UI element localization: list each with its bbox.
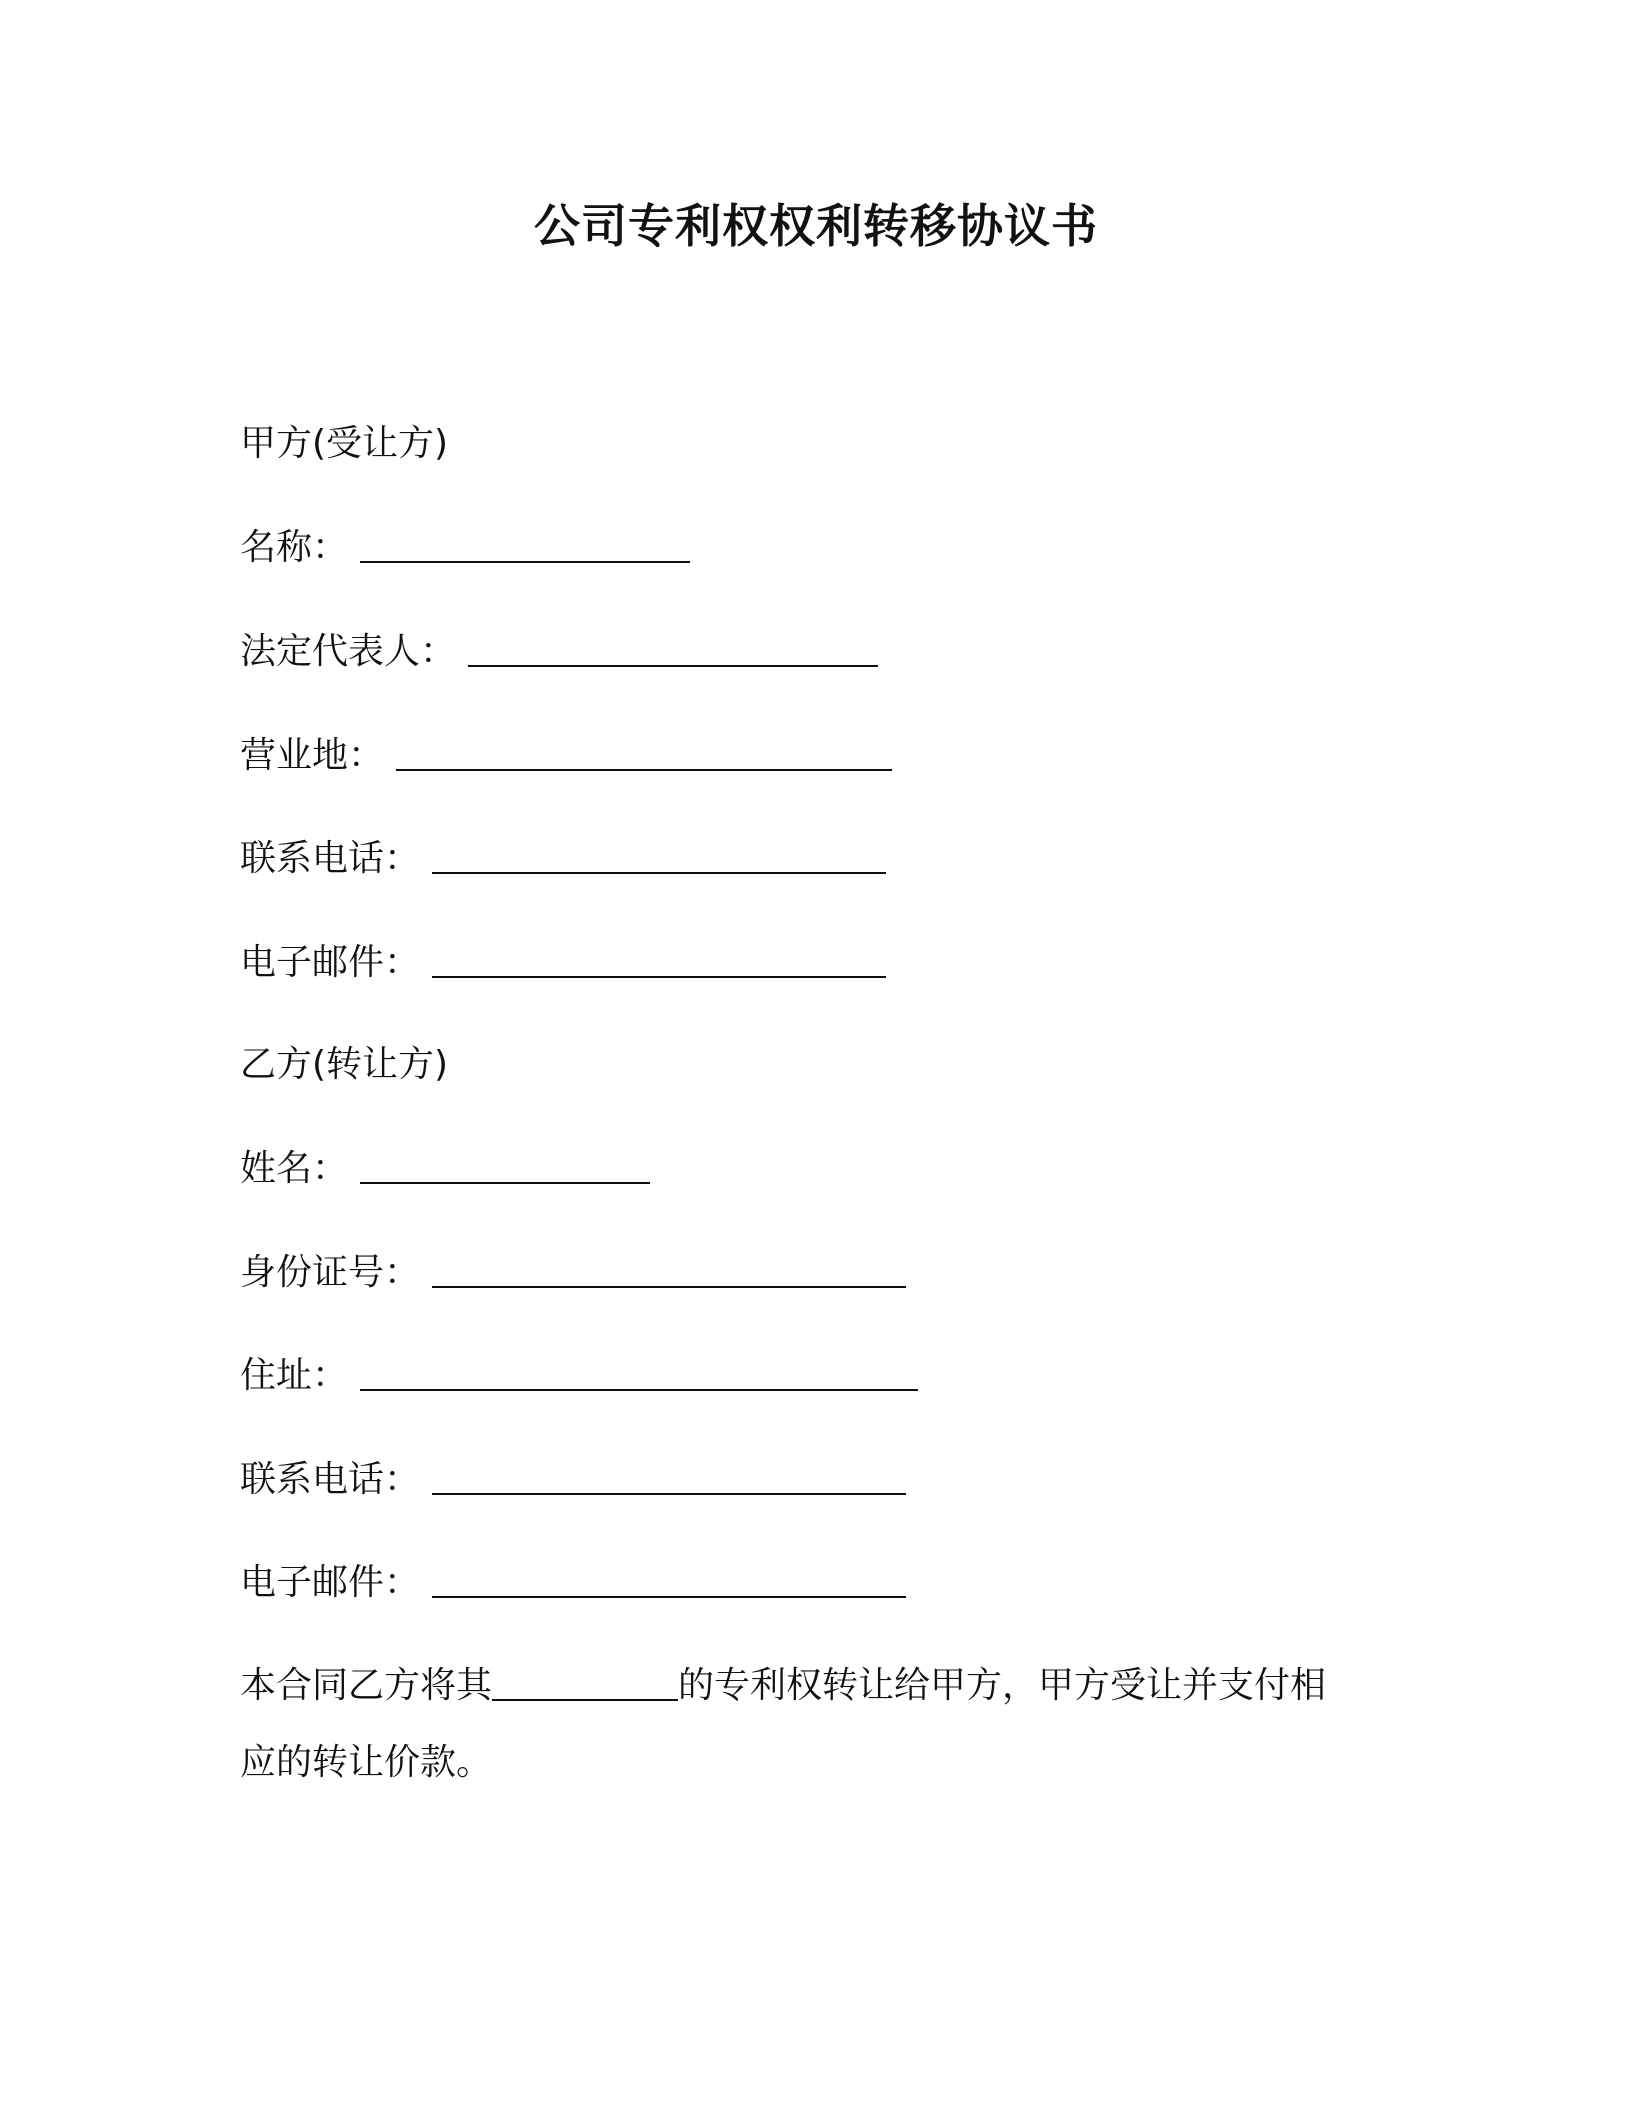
clause-text-after-blank: 的专利权转让给甲方，甲方受让并支付相: [678, 1665, 1327, 1706]
fill-in-blank[interactable]: [360, 1148, 650, 1184]
field-label: 营业地：: [240, 735, 385, 776]
fill-in-blank[interactable]: [360, 527, 690, 563]
clause-text-before-blank: 本合同乙方将其: [240, 1665, 493, 1706]
field-label: 联系电话：: [240, 1459, 421, 1500]
field-label: 电子邮件：: [240, 942, 421, 983]
fill-in-blank[interactable]: [432, 1459, 906, 1495]
fill-in-blank[interactable]: [432, 942, 886, 978]
party-b-address-field: [240, 1351, 918, 1400]
party-b-phone-field: [240, 1455, 906, 1504]
party-a-phone-field: [240, 834, 886, 883]
field-label: 姓名：: [240, 1148, 349, 1189]
patent-name-blank[interactable]: [492, 1665, 678, 1701]
transfer-clause-paragraph: [240, 1661, 1400, 1787]
party-b-name-field: [240, 1144, 650, 1193]
document-title: 公司专利权权利转移协议书: [534, 199, 1098, 253]
field-label: 住址：: [240, 1355, 349, 1396]
field-label: 身份证号：: [240, 1252, 421, 1293]
clause-line-2: 应的转让价款。: [240, 1742, 493, 1783]
field-label: 电子邮件：: [240, 1562, 421, 1603]
fill-in-blank[interactable]: [432, 838, 886, 874]
field-label: 法定代表人：: [240, 631, 457, 672]
party-a-business-address-field: [240, 731, 892, 780]
fill-in-blank[interactable]: [432, 1252, 906, 1288]
fill-in-blank[interactable]: [396, 735, 892, 771]
party-a-email-field: [240, 938, 886, 987]
party-b-id-number-field: [240, 1248, 906, 1297]
clause-line-1: [240, 1661, 1400, 1709]
field-label: 名称：: [240, 527, 349, 568]
party-a-name-field: [240, 523, 690, 572]
party-b-heading: 乙方(转让方): [240, 1044, 449, 1085]
party-b-email-field: [240, 1558, 906, 1607]
party-a-legal-rep-field: [240, 627, 878, 676]
field-label: 联系电话：: [240, 838, 421, 879]
fill-in-blank[interactable]: [468, 631, 878, 667]
party-a-heading: 甲方(受让方): [240, 423, 449, 464]
fill-in-blank[interactable]: [360, 1355, 918, 1391]
fill-in-blank[interactable]: [432, 1562, 906, 1598]
